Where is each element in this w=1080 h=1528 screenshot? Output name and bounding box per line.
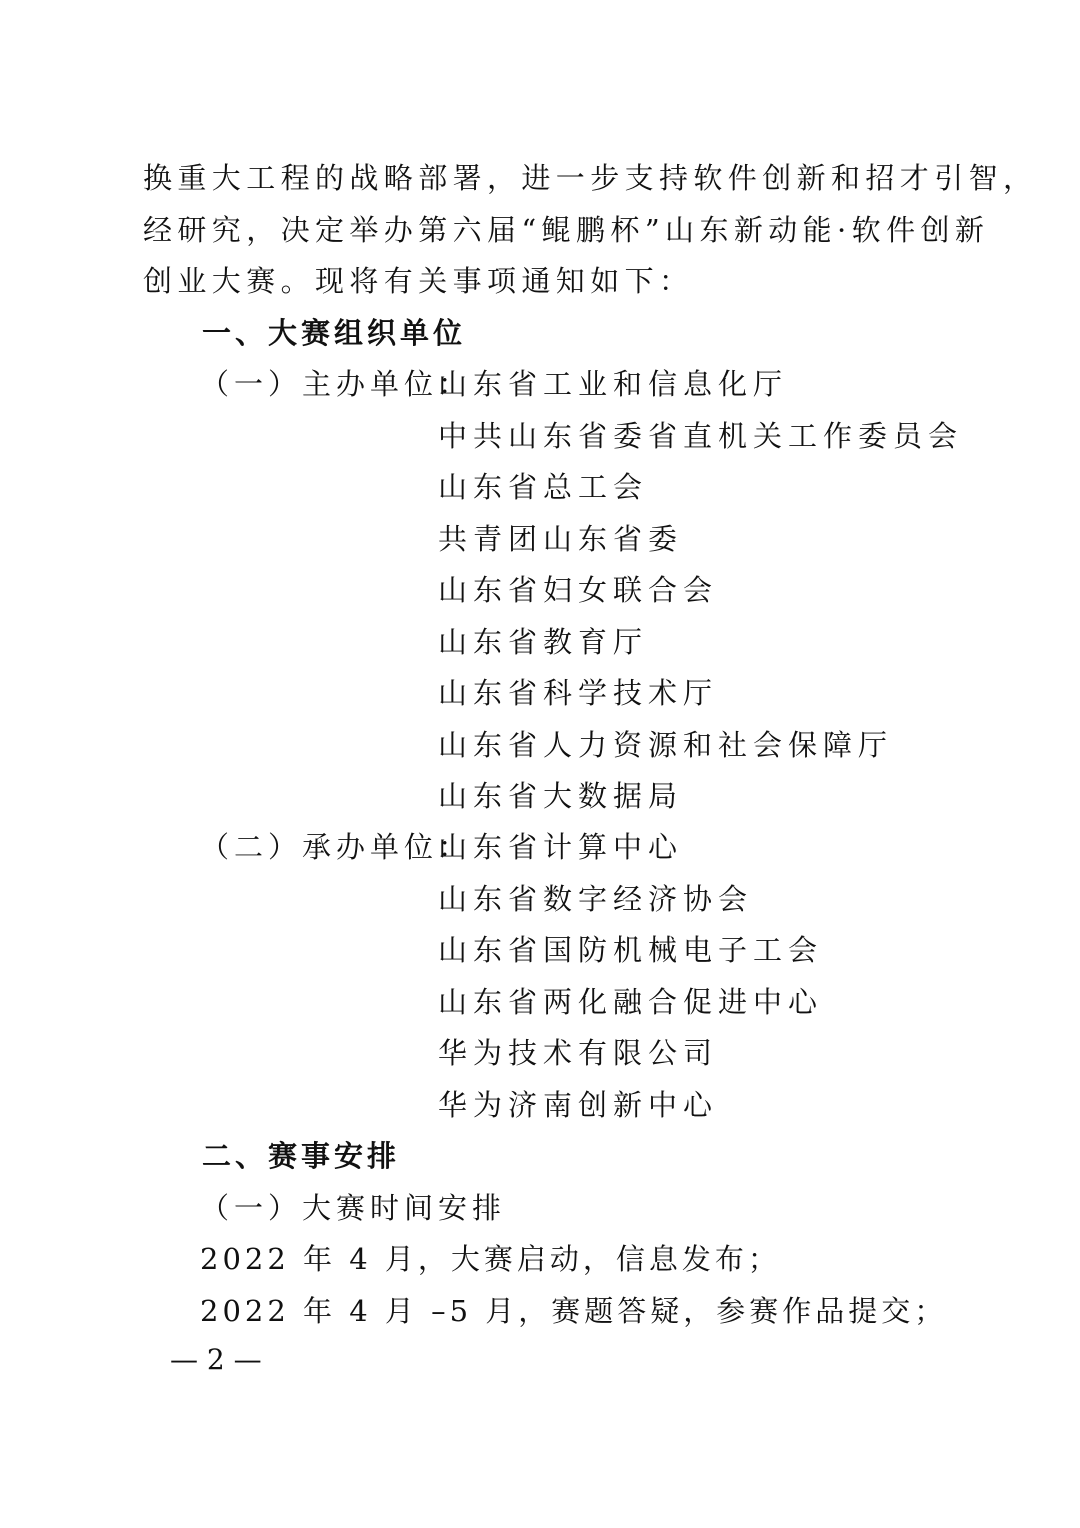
- organizer-org: 山东省计算中心: [438, 830, 684, 864]
- page-number: — 2 —: [170, 1343, 262, 1376]
- host-org: 山东省科学技术厅: [438, 676, 719, 710]
- host-org: 山东省大数据局: [438, 779, 684, 813]
- intro-line-3: 创业大赛。现将有关事项通知如下：: [143, 264, 694, 298]
- schedule-item: 2022 年 4 月 –5 月，赛题答疑，参赛作品提交；: [200, 1294, 948, 1328]
- intro-line-2: 经研究，决定举办第六届“鲲鹏杯”山东新动能·软件创新: [143, 213, 990, 247]
- organizer-org: 山东省两化融合促进中心: [438, 985, 824, 1019]
- section-2-title: 二、赛事安排: [202, 1139, 401, 1173]
- host-org: 山东省人力资源和社会保障厅: [438, 728, 894, 762]
- schedule-subheading: （一）大赛时间安排: [200, 1191, 507, 1225]
- intro-line-1: 换重大工程的战略部署，进一步支持软件创新和招才引智，: [143, 161, 1038, 195]
- host-org: 山东省总工会: [438, 470, 649, 504]
- host-org: 山东省妇女联合会: [438, 573, 719, 607]
- schedule-item: 2022 年 4 月，大赛启动，信息发布；: [200, 1242, 781, 1276]
- organizer-org: 华为技术有限公司: [438, 1036, 719, 1070]
- host-org: 山东省工业和信息化厅: [438, 367, 789, 401]
- organizer-org: 华为济南创新中心: [438, 1088, 719, 1122]
- organizer-org: 山东省数字经济协会: [438, 882, 754, 916]
- section-1-title: 一、大赛组织单位: [202, 316, 467, 350]
- organizer-org: 山东省国防机械电子工会: [438, 933, 824, 967]
- host-org: 山东省教育厅: [438, 625, 649, 659]
- host-org: 中共山东省委省直机关工作委员会: [438, 419, 964, 453]
- host-label: （一）主办单位：: [200, 367, 473, 401]
- organizer-label: （二）承办单位：: [200, 830, 473, 864]
- host-org: 共青团山东省委: [438, 522, 684, 556]
